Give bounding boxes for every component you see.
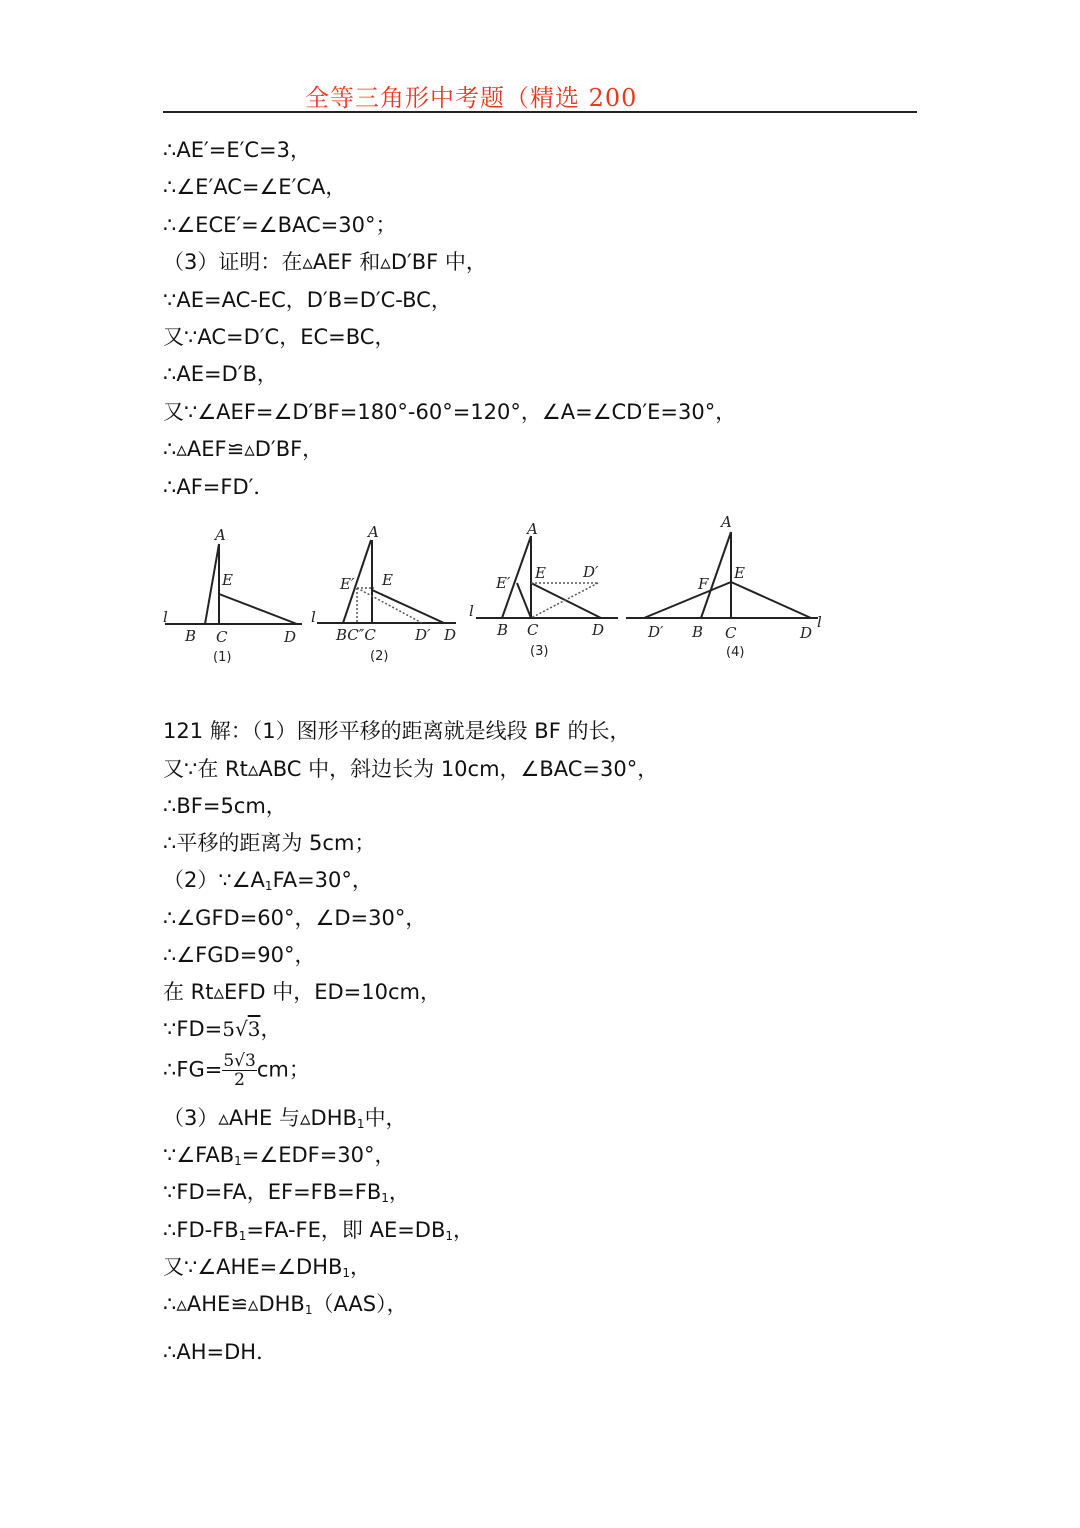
text-line xyxy=(163,1290,408,1324)
fig1-label-d: D xyxy=(284,628,297,646)
fig4-label-d-prime: D′ xyxy=(648,623,664,641)
fig2-label-e: E xyxy=(382,571,393,589)
fig2-dotted-d-prime xyxy=(357,588,422,623)
fig3-label-b: B xyxy=(497,621,509,639)
subscript: 1 xyxy=(445,1229,454,1243)
text-line xyxy=(163,1178,410,1212)
fig3-segment-e-prime-c xyxy=(517,583,531,618)
fig1-label-a: A xyxy=(215,526,226,544)
fig3-label-c: C xyxy=(527,621,539,639)
header-title: 全等三角形中考题（精选 200 xyxy=(305,84,638,112)
radical-coefficient: 5 xyxy=(222,1017,235,1041)
fig3-label-d: D xyxy=(592,621,605,639)
text-line xyxy=(163,1104,407,1138)
text-line: ∴AH=DH． xyxy=(163,1340,278,1364)
fig1-label-l: l xyxy=(163,608,168,626)
text-span: （2）∵∠A xyxy=(163,868,265,892)
text-line: 又∵∠AEF=∠D′BF=180°-60°=120°，∠A=∠CD′E=30°， xyxy=(163,400,737,424)
text-span: 又∵∠AHE=∠DHB xyxy=(163,1255,343,1279)
fig4-label-b: B xyxy=(692,623,704,641)
text-span: ， xyxy=(260,1017,282,1041)
text-line: ∵AE=AC-EC，D′B=D′C-BC， xyxy=(163,288,452,312)
text-line: ∴BF=5cm， xyxy=(163,794,287,818)
text-span: ∵FD=FA，EF=FB=FB xyxy=(163,1180,382,1204)
fig2-label-d-prime: D′ xyxy=(415,626,431,644)
text-line: ∴∠ECE′=∠BAC=30°； xyxy=(163,213,397,237)
text-line: 在 Rt▵EFD 中，ED=10cm， xyxy=(163,980,441,1004)
text-span: ∴FG= xyxy=(163,1057,223,1082)
fig4-label-f: F xyxy=(698,575,709,593)
fig1-segment-ab xyxy=(205,544,219,624)
fig2-label-l: l xyxy=(311,608,316,626)
figure-4 xyxy=(626,532,818,618)
text-span: FA=30°， xyxy=(272,868,373,892)
text-span: ， xyxy=(453,1218,475,1242)
text-line: 又∵AC=D′C，EC=BC， xyxy=(163,325,396,349)
radicand: 3 xyxy=(244,1051,256,1071)
figure-2-dotted xyxy=(357,588,422,623)
fig1-label-b: B xyxy=(185,627,197,645)
fraction-denominator: 2 xyxy=(234,1070,245,1090)
fig4-label-c: C xyxy=(725,624,737,642)
header-rule xyxy=(163,111,917,113)
text-line: ∴平移的距离为 5cm； xyxy=(163,831,376,855)
text-line xyxy=(163,866,373,900)
subscript: 1 xyxy=(304,1303,313,1317)
text-span: （3）▵AHE 与▵DHB xyxy=(163,1106,357,1130)
radicand: 3 xyxy=(247,1017,261,1041)
fig1-caption: (1) xyxy=(213,650,232,665)
fig3-label-l: l xyxy=(469,602,474,620)
text-span: ， xyxy=(350,1255,372,1279)
fig3-caption: (3) xyxy=(530,644,549,659)
fig4-label-l: l xyxy=(817,613,822,631)
text-span: =∠EDF=30°， xyxy=(241,1143,396,1167)
fig1-label-c: C xyxy=(216,628,228,646)
fig3-label-e: E xyxy=(535,564,546,582)
text-span: 中， xyxy=(364,1106,407,1130)
fig3-label-a: A xyxy=(527,520,538,538)
fig4-segment-ed xyxy=(731,582,811,618)
fig4-caption: (4) xyxy=(726,645,745,660)
text-line xyxy=(163,1015,281,1043)
text-line: ∴AF=FD′． xyxy=(163,475,275,499)
text-line xyxy=(163,1052,310,1089)
text-line: ∴∠FGD=90°， xyxy=(163,943,316,967)
fraction-numerator: 5√3 xyxy=(223,1051,256,1071)
text-span: （AAS）， xyxy=(312,1292,408,1316)
fig3-label-e-prime: E′ xyxy=(496,574,511,592)
subscript: 1 xyxy=(264,879,273,893)
subscript: 1 xyxy=(234,1154,242,1168)
text-line xyxy=(163,1253,371,1287)
fig2-label-e-prime: E′ xyxy=(340,575,355,593)
fig4-label-d: D xyxy=(800,624,813,642)
text-span: ∵FD= xyxy=(163,1017,223,1041)
subscript: 1 xyxy=(238,1229,247,1243)
subscript: 1 xyxy=(381,1191,389,1205)
text-line: ∴▵AEF≌▵D′BF， xyxy=(163,437,324,461)
subscript: 1 xyxy=(342,1266,351,1280)
text-span: ∵∠FAB xyxy=(163,1143,235,1167)
fig4-label-e: E xyxy=(734,564,745,582)
text-line: ∴AE=D′B， xyxy=(163,362,278,386)
fig1-segment-ed xyxy=(219,594,297,624)
text-span: ∴▵AHE≌▵DHB xyxy=(163,1292,305,1316)
radical-expression: 5√3 xyxy=(222,1017,261,1041)
text-line: 121 解：（1）图形平移的距离就是线段 BF 的长， xyxy=(163,719,631,743)
text-span: ， xyxy=(388,1180,410,1204)
text-line: ∴∠GFD=60°，∠D=30°， xyxy=(163,906,427,930)
fig1-label-e: E xyxy=(222,571,233,589)
fig2-label-bc: BC″C xyxy=(336,626,376,644)
fig4-label-a: A xyxy=(721,513,732,531)
fig3-label-d-prime: D′ xyxy=(583,563,599,581)
fig2-label-a: A xyxy=(368,523,379,541)
fig4-segment-ed-prime xyxy=(644,582,731,618)
fig2-label-d: D xyxy=(444,626,457,644)
text-span: cm； xyxy=(256,1057,310,1082)
text-span: ∴FD-FB xyxy=(163,1218,239,1242)
fig2-segment-ed xyxy=(372,590,444,623)
text-line: ∴∠E′AC=∠E′CA， xyxy=(163,175,347,199)
subscript: 1 xyxy=(356,1117,365,1131)
geometry-figures xyxy=(160,510,840,670)
text-line: 又∵在 Rt▵ABC 中，斜边长为 10cm，∠BAC=30°， xyxy=(163,757,659,781)
figure-1 xyxy=(165,544,302,624)
text-line: （3）证明：在▵AEF 和▵D′BF 中， xyxy=(163,250,487,274)
text-line: ∴AE′=E′C=3， xyxy=(163,138,312,162)
text-line xyxy=(163,1216,474,1250)
radical-coefficient: 5 xyxy=(223,1051,235,1071)
text-span: =FA-FE，即 AE=DB xyxy=(246,1218,446,1242)
text-line xyxy=(163,1141,396,1175)
fig2-caption: (2) xyxy=(370,649,389,664)
fraction xyxy=(222,1052,257,1089)
